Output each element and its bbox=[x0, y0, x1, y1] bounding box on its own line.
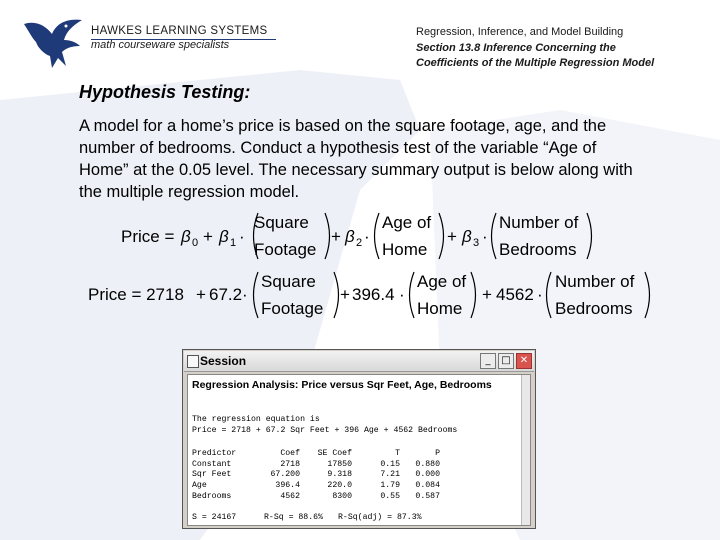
column-header: SE Coef bbox=[317, 448, 352, 458]
eq2-var1-top: Square bbox=[261, 272, 316, 291]
eq2-dot2: · bbox=[399, 285, 405, 304]
eq2-plus2: + bbox=[340, 285, 350, 304]
session-window-icon bbox=[187, 355, 199, 368]
eq1-beta3-sub: 3 bbox=[473, 237, 480, 249]
eq2-coef3: 4562 bbox=[496, 285, 534, 304]
eq2-plus3: + bbox=[482, 285, 492, 304]
eq1-beta0: β bbox=[181, 227, 191, 246]
maximize-button[interactable]: □ bbox=[498, 353, 514, 369]
eq1-lhs: Price = bbox=[121, 227, 175, 246]
table-cell: 17850 bbox=[327, 459, 352, 469]
eq2-plus1: + bbox=[196, 285, 206, 304]
table-cell: 396.4 bbox=[275, 481, 300, 491]
eq2-dot3: · bbox=[537, 285, 543, 304]
eq1-beta1-sub: 1 bbox=[230, 237, 237, 249]
eq1-var3-top: Number of bbox=[499, 213, 579, 232]
table-cell: 0.000 bbox=[415, 470, 440, 480]
table-cell: 220.0 bbox=[327, 481, 352, 491]
output-title: Regression Analysis: Price versus Sqr Feet, Age, Bedrooms bbox=[192, 379, 492, 391]
table-row bbox=[192, 459, 440, 470]
column-header: Predictor bbox=[192, 448, 237, 458]
table-cell: 2718 bbox=[280, 459, 300, 469]
brand-name: HAWKES LEARNING SYSTEMS bbox=[91, 25, 268, 37]
r-squared-adjusted: R-Sq(adj) = 87.3% bbox=[338, 513, 422, 522]
eq1-var2-bottom: Home bbox=[382, 240, 428, 259]
table-cell: Sqr Feet bbox=[192, 470, 232, 480]
equation-text: Price = 2718 + 67.2 Sqr Feet + 396 Age + 4562 Bedrooms bbox=[192, 426, 458, 435]
table-row bbox=[192, 491, 440, 502]
eq2-coef1: 67.2 bbox=[209, 285, 243, 304]
eq2-var3-top: Number of bbox=[555, 272, 635, 291]
table-row bbox=[192, 480, 440, 491]
close-button[interactable]: ✕ bbox=[516, 353, 532, 369]
eq1-beta3: β bbox=[462, 227, 472, 246]
column-header: P bbox=[435, 448, 440, 458]
eq1-var3-bottom: Bedrooms bbox=[499, 240, 577, 259]
table-cell: 4562 bbox=[280, 492, 300, 502]
minimize-button[interactable]: _ bbox=[480, 353, 496, 369]
eq2-var2-top: Age of bbox=[417, 272, 467, 291]
table-cell: Bedrooms bbox=[192, 492, 232, 502]
session-window bbox=[182, 349, 536, 529]
eq2-dot1: · bbox=[242, 285, 248, 304]
session-window-title: Session bbox=[200, 354, 247, 368]
chapter-title: Regression, Inference, and Model Building bbox=[416, 26, 624, 38]
eq2-coef2: 396.4 bbox=[352, 285, 395, 304]
section-title-line1: Section 13.8 Inference Concerning the bbox=[416, 41, 616, 54]
eq1-dot3: · bbox=[482, 227, 488, 246]
table-cell: 0.15 bbox=[380, 459, 400, 469]
session-titlebar[interactable] bbox=[184, 351, 534, 372]
eq1-beta2-sub: 2 bbox=[356, 237, 363, 249]
eq2-var3-bottom: Bedrooms bbox=[555, 299, 633, 318]
eq1-plus2: + bbox=[331, 227, 341, 246]
table-cell: 0.084 bbox=[415, 481, 440, 491]
equation-caption: The regression equation is bbox=[192, 415, 320, 424]
table-cell: 8300 bbox=[332, 492, 352, 502]
table-cell: 9.318 bbox=[327, 470, 352, 480]
page-heading: Hypothesis Testing: bbox=[79, 82, 251, 102]
table-cell: 0.880 bbox=[415, 459, 440, 469]
table-cell: 0.55 bbox=[380, 492, 400, 502]
table-cell: 7.21 bbox=[380, 470, 400, 480]
eq1-var1-bottom: Footage bbox=[254, 240, 317, 259]
eq1-plus3: + bbox=[447, 227, 457, 246]
table-cell: 0.587 bbox=[415, 492, 440, 502]
table-cell: 1.79 bbox=[380, 481, 400, 491]
eq2-lhs: Price = 2718 bbox=[88, 285, 184, 304]
section-title-line2: Coefficients of the Multiple Regression Model bbox=[416, 57, 655, 69]
s-statistic: S = 24167 bbox=[192, 513, 237, 522]
eq1-plus1: + bbox=[203, 227, 213, 246]
column-header: Coef bbox=[280, 448, 300, 458]
table-cell: 67.200 bbox=[270, 470, 300, 480]
session-output-pane[interactable] bbox=[187, 374, 531, 526]
eq1-beta2: β bbox=[345, 227, 355, 246]
table-header-row bbox=[192, 448, 440, 459]
coefficient-table bbox=[192, 448, 440, 502]
table-cell: Age bbox=[192, 481, 207, 491]
table-cell: Constant bbox=[192, 459, 232, 469]
eq2-var2-bottom: Home bbox=[417, 299, 463, 318]
eq1-dot2: · bbox=[364, 227, 370, 246]
brand-tagline: math courseware specialists bbox=[91, 39, 230, 51]
r-squared: R-Sq = 88.6% bbox=[264, 513, 323, 522]
vertical-scrollbar[interactable] bbox=[521, 375, 530, 525]
eq1-dot1: · bbox=[239, 227, 245, 246]
problem-statement: A model for a home’s price is based on the square footage, age, and the number of bedrooms. Conduct a hypothesis test of the variable “Age of Home” at the 0.05 level. The necessary summary output is below along with the multiple regression model. bbox=[79, 117, 633, 201]
eq1-beta1: β bbox=[219, 227, 229, 246]
eq1-var2-top: Age of bbox=[382, 213, 432, 232]
eq2-var1-bottom: Footage bbox=[261, 299, 324, 318]
eq1-beta0-sub: 0 bbox=[192, 237, 199, 249]
eq1-var1-top: Square bbox=[254, 213, 309, 232]
column-header: T bbox=[395, 448, 400, 458]
table-row bbox=[192, 470, 440, 481]
